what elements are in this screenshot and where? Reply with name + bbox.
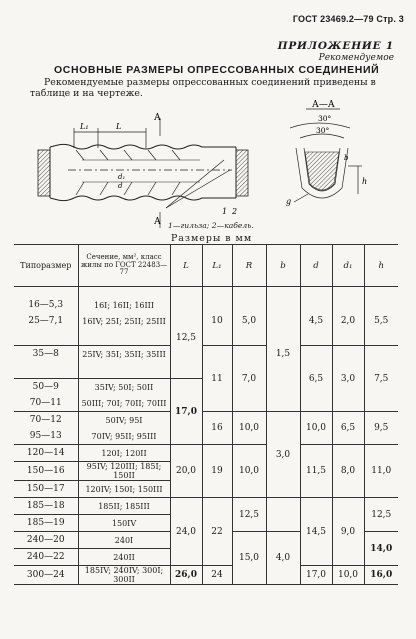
label-h: h bbox=[362, 177, 368, 186]
cell-L1: 22 bbox=[202, 498, 232, 566]
cell-R: 5,0 bbox=[232, 297, 266, 346]
cell-section: 16IV; 25I; 25II; 25III bbox=[78, 313, 170, 329]
label-g: g bbox=[286, 197, 292, 206]
cable-bundle bbox=[305, 152, 339, 190]
cell-section: 150IV bbox=[78, 515, 170, 532]
cell-section: 35IV; 50I; 50II bbox=[78, 379, 170, 396]
cell-h: 9,5 bbox=[364, 412, 398, 445]
table-row bbox=[14, 566, 398, 585]
label-d1: d₁ bbox=[118, 173, 126, 181]
cell-R: 15,0 bbox=[232, 532, 266, 585]
intro-paragraph: Рекомендуемые размеры опрессованных соединений приведены в таблице и на чертеже. bbox=[30, 77, 376, 99]
cell-size: 240—20 bbox=[14, 532, 78, 549]
cable-end-left bbox=[38, 150, 50, 196]
cell-d1: 9,0 bbox=[332, 498, 364, 566]
cell-section: 25IV; 35I; 35II; 35III bbox=[78, 346, 170, 363]
section-title: А—А bbox=[312, 100, 335, 110]
header-d1: d₁ bbox=[332, 245, 364, 287]
header-d: d bbox=[300, 245, 332, 287]
cell-L: 24,0 bbox=[170, 498, 202, 566]
cell-d1: 3,0 bbox=[332, 346, 364, 412]
cell-section: 120IV; 150I; 150III bbox=[78, 481, 170, 498]
cell-L: 20,0 bbox=[170, 445, 202, 498]
angle-inner-label: 30° bbox=[316, 126, 330, 135]
cell-L: 26,0 bbox=[170, 566, 202, 585]
cell-size: 16—5,3 bbox=[14, 297, 78, 313]
cell-h: 11,0 bbox=[364, 445, 398, 498]
cell-section: 240II bbox=[78, 549, 170, 566]
cell-size: 70—11 bbox=[14, 395, 78, 412]
cell-size: 150—16 bbox=[14, 462, 78, 481]
header-size: Типоразмер bbox=[14, 245, 78, 287]
cell-d: 14,5 bbox=[300, 498, 332, 566]
cell-size: 240—22 bbox=[14, 549, 78, 566]
header-L1: L₁ bbox=[202, 245, 232, 287]
cell-d1: 10,0 bbox=[332, 566, 364, 585]
angle-outer-label: 30° bbox=[318, 114, 332, 123]
appendix-title: ПРИЛОЖЕНИЕ 1 bbox=[277, 40, 394, 52]
cell-L: 12,5 bbox=[170, 297, 202, 379]
cell-h: 14,0 bbox=[364, 532, 398, 566]
sleeve-outline bbox=[50, 144, 236, 200]
cell-b: 1,5 bbox=[266, 297, 300, 412]
label-part-2: 2 bbox=[232, 207, 238, 216]
dimensions-table bbox=[14, 244, 398, 585]
appendix-note: Рекомендуемое bbox=[318, 53, 394, 63]
cell-section: 95IV; 120III; 185I; 150II bbox=[78, 462, 170, 481]
cell-b bbox=[266, 498, 300, 532]
cell-d1: 6,5 bbox=[332, 412, 364, 445]
cell-h: 7,5 bbox=[364, 346, 398, 412]
cell-size: 150—17 bbox=[14, 481, 78, 498]
cell-d1: 8,0 bbox=[332, 445, 364, 498]
cell-section: 185II; 185III bbox=[78, 498, 170, 515]
cell-L1: 10 bbox=[202, 297, 232, 346]
cell-size: 120—14 bbox=[14, 445, 78, 462]
cell-L1: 11 bbox=[202, 346, 232, 412]
cell-L: 17,0 bbox=[170, 379, 202, 445]
cell-size: 50—9 bbox=[14, 379, 78, 396]
cell-h: 12,5 bbox=[364, 498, 398, 532]
cell-R: 10,0 bbox=[232, 412, 266, 445]
header-L: L bbox=[170, 245, 202, 287]
cell-L1: 19 bbox=[202, 445, 232, 498]
cell-d: 17,0 bbox=[300, 566, 332, 585]
cell-L1: 16 bbox=[202, 412, 232, 445]
sizes-title: Размеры в мм bbox=[171, 233, 253, 244]
header-R: R bbox=[232, 245, 266, 287]
table-row bbox=[14, 445, 398, 462]
cell-b: 3,0 bbox=[266, 412, 300, 498]
table-header-row bbox=[14, 245, 398, 287]
cell-size: 35—8 bbox=[14, 346, 78, 363]
cable-end-right bbox=[236, 150, 248, 196]
table-row bbox=[14, 412, 398, 429]
cell-R: 7,0 bbox=[232, 346, 266, 412]
cell-size: 95—13 bbox=[14, 428, 78, 445]
cell-R: 10,0 bbox=[232, 445, 266, 498]
table-row bbox=[14, 346, 398, 363]
cell-d1: 2,0 bbox=[332, 297, 364, 346]
figure-caption: 1—гильза; 2—кабель. bbox=[168, 221, 254, 230]
header-h: h bbox=[364, 245, 398, 287]
cell-d: 11,5 bbox=[300, 445, 332, 498]
header-section: Сечение, мм², класс жилы по ГОСТ 22483—77 bbox=[78, 245, 170, 287]
cell-section: 120I; 120II bbox=[78, 445, 170, 462]
cell-h: 5,5 bbox=[364, 297, 398, 346]
cell-R: 12,5 bbox=[232, 498, 266, 532]
label-l1: L₁ bbox=[80, 122, 89, 131]
section-mark-top: А bbox=[154, 113, 161, 123]
cell-section: 50III; 70I; 70II; 70III bbox=[78, 395, 170, 412]
header-b: b bbox=[266, 245, 300, 287]
label-l: L bbox=[116, 122, 122, 131]
cell-size: 300—24 bbox=[14, 566, 78, 585]
cell-b: 4,0 bbox=[266, 532, 300, 585]
cell-size: 25—7,1 bbox=[14, 313, 78, 329]
cell-size: 185—19 bbox=[14, 515, 78, 532]
gost-header: ГОСТ 23469.2—79 Стр. 3 bbox=[292, 14, 404, 24]
cell-size: 70—12 bbox=[14, 412, 78, 429]
cell-section: 240I bbox=[78, 532, 170, 549]
cell-section: 70IV; 95II; 95III bbox=[78, 428, 170, 445]
label-b: b bbox=[344, 154, 349, 162]
section-mark-bottom: А bbox=[154, 217, 161, 227]
table-row bbox=[14, 297, 398, 313]
cell-section: 16I; 16II; 16III bbox=[78, 297, 170, 313]
cell-d: 4,5 bbox=[300, 297, 332, 346]
cell-section: 185IV; 240IV; 300I; 300II bbox=[78, 566, 170, 585]
cell-section: 50IV; 95I bbox=[78, 412, 170, 429]
cell-h: 16,0 bbox=[364, 566, 398, 585]
cell-d: 6,5 bbox=[300, 346, 332, 412]
cell-L1: 24 bbox=[202, 566, 232, 585]
label-part-1: 1 bbox=[222, 207, 228, 216]
cell-size: 185—18 bbox=[14, 498, 78, 515]
main-title: ОСНОВНЫЕ РАЗМЕРЫ ОПРЕССОВАННЫХ СОЕДИНЕНИЙ bbox=[54, 64, 380, 76]
table-row bbox=[14, 498, 398, 515]
label-d: d bbox=[118, 182, 123, 190]
cell-d: 10,0 bbox=[300, 412, 332, 445]
dimension-lines bbox=[74, 118, 230, 228]
